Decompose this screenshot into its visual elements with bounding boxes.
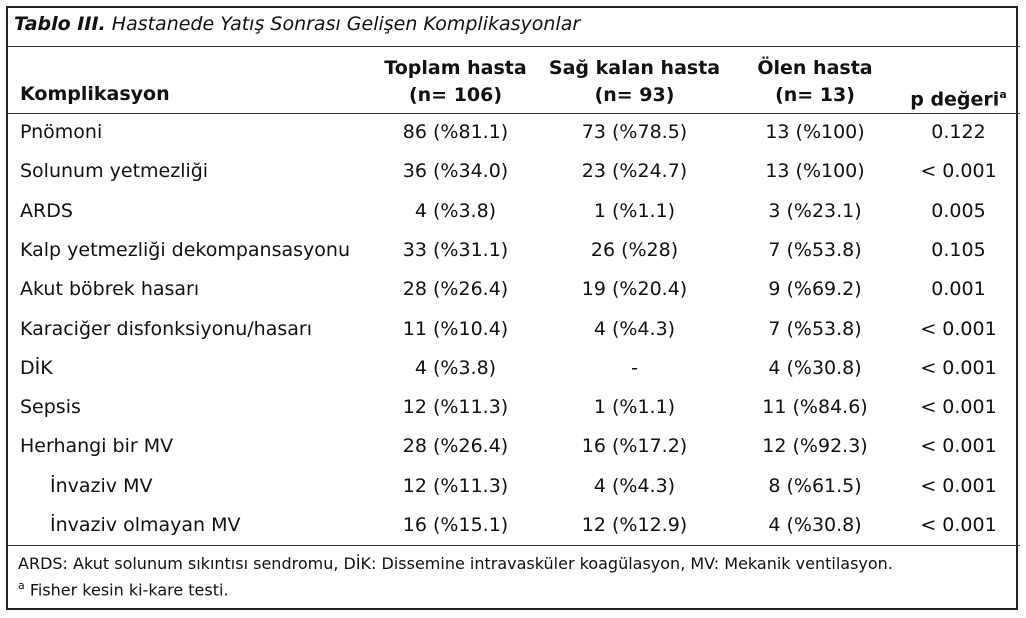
cell-total: 12 (%11.3) xyxy=(402,396,509,419)
cell-died: 12 (%92.3) xyxy=(762,435,868,458)
cell-survived: 4 (%4.3) xyxy=(593,317,676,340)
cell-died: 13 (%100) xyxy=(765,121,865,143)
cell-complication: İnvaziv olmayan MV xyxy=(50,514,241,536)
cell-total: 11 (%10.4) xyxy=(402,317,509,340)
table-row xyxy=(0,349,1026,388)
table-row xyxy=(0,152,1026,191)
cell-p-value: 0.122 xyxy=(931,121,986,143)
cell-survived: 16 (%17.2) xyxy=(581,435,688,458)
cell-survived: 19 (%20.4) xyxy=(581,278,688,301)
top-rule xyxy=(6,46,1020,47)
cell-p-value: < 0.001 xyxy=(920,317,997,340)
cell-p-value: 0.001 xyxy=(931,278,986,301)
cell-died: 4 (%30.8) xyxy=(768,514,862,536)
cell-survived: 1 (%1.1) xyxy=(593,396,676,419)
header-p-value: p değeri$^a$ xyxy=(910,88,1007,111)
table-row xyxy=(0,270,1026,309)
header-total: Toplam hasta (n= 106) xyxy=(384,57,527,106)
cell-total: 16 (%15.1) xyxy=(402,514,509,536)
cell-died: 8 (%61.5) xyxy=(768,474,862,497)
cell-total: 86 (%81.1) xyxy=(402,121,509,143)
footnote-a-text: Fisher kesin ki-kare testi. xyxy=(24,580,229,600)
cell-died: 3 (%23.1) xyxy=(768,199,862,222)
cell-complication: ARDS xyxy=(20,199,73,222)
cell-died: 7 (%53.8) xyxy=(768,238,862,261)
table-row xyxy=(0,388,1026,427)
cell-total: 28 (%26.4) xyxy=(402,278,509,301)
table-row xyxy=(0,427,1026,466)
cell-died: 4 (%30.8) xyxy=(768,356,862,379)
cell-died: 11 (%84.6) xyxy=(762,396,868,419)
table-row xyxy=(0,310,1026,349)
cell-survived: - xyxy=(631,356,638,379)
cell-p-value: < 0.001 xyxy=(920,474,997,497)
cell-p-value: < 0.001 xyxy=(920,514,997,536)
table-row xyxy=(0,231,1026,270)
cell-died: 9 (%69.2) xyxy=(768,278,862,301)
table-title-label: Tablo III. xyxy=(14,13,106,35)
cell-survived: 23 (%24.7) xyxy=(581,160,688,183)
cell-total: 36 (%34.0) xyxy=(402,160,509,183)
footnote-a-sup: a xyxy=(18,579,25,592)
header-p-value-sup: a xyxy=(999,88,1007,101)
cell-survived: 4 (%4.3) xyxy=(593,474,676,497)
table-row xyxy=(0,467,1026,506)
cell-complication: Akut böbrek hasarı xyxy=(20,278,200,301)
cell-total: 12 (%11.3) xyxy=(402,474,509,497)
header-complication: Komplikasyon xyxy=(20,83,170,105)
table-row xyxy=(0,113,1026,152)
cell-p-value: 0.105 xyxy=(931,238,986,261)
cell-died: 7 (%53.8) xyxy=(768,317,862,340)
cell-complication: Pnömoni xyxy=(20,121,103,143)
cell-total: 33 (%31.1) xyxy=(402,238,509,261)
cell-complication: Sepsis xyxy=(20,396,81,419)
table-title xyxy=(14,13,580,35)
cell-total: 28 (%26.4) xyxy=(402,435,509,458)
cell-complication: Kalp yetmezliği dekompansasyonu xyxy=(20,238,350,261)
cell-total: 4 (%3.8) xyxy=(414,356,497,379)
table-title-text: Hastanede Yatış Sonrası Gelişen Komplikasyonlar xyxy=(111,13,581,35)
cell-p-value: < 0.001 xyxy=(920,160,997,183)
cell-complication: Karaciğer disfonksiyonu/hasarı xyxy=(20,317,312,340)
table-row xyxy=(0,192,1026,231)
cell-p-value: 0.005 xyxy=(931,199,986,222)
cell-survived: 12 (%12.9) xyxy=(581,514,688,536)
header-survived: Sağ kalan hasta (n= 93) xyxy=(548,57,721,106)
cell-survived: 26 (%28) xyxy=(590,238,679,261)
footnote-abbreviations: ARDS: Akut solunum sıkıntısı sendromu, DİK: Dissemine intravasküler koagülasyon, MV: Mekanik ventilasyon. xyxy=(18,554,893,573)
cell-p-value: < 0.001 xyxy=(920,435,997,458)
cell-total: 4 (%3.8) xyxy=(414,199,497,222)
cell-complication: Solunum yetmezliği xyxy=(20,160,209,183)
table-row xyxy=(0,506,1026,545)
bottom-rule xyxy=(6,545,1020,546)
header-died: Ölen hasta (n= 13) xyxy=(757,57,873,106)
cell-complication: Herhangi bir MV xyxy=(20,435,174,458)
cell-complication: İnvaziv MV xyxy=(50,474,153,497)
cell-p-value: < 0.001 xyxy=(920,356,997,379)
cell-p-value: < 0.001 xyxy=(920,396,997,419)
cell-complication: DİK xyxy=(20,356,53,379)
footnote-a xyxy=(18,579,229,599)
cell-survived: 1 (%1.1) xyxy=(593,199,676,222)
cell-survived: 73 (%78.5) xyxy=(581,121,688,143)
cell-died: 13 (%100) xyxy=(765,160,865,183)
